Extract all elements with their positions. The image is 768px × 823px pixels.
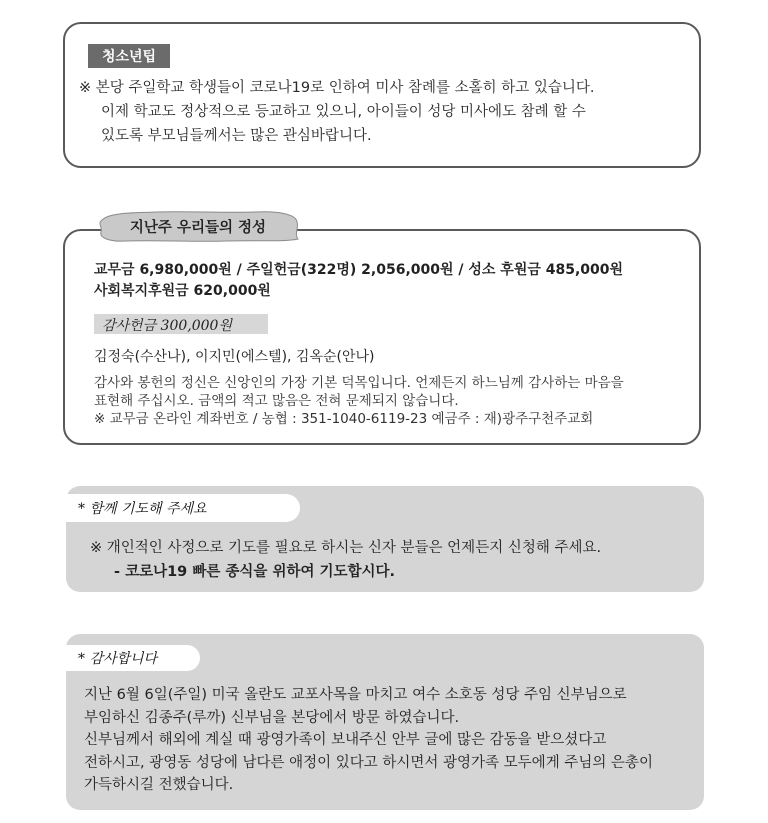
youth-tips-line-3: 있도록 부모님들께서는 많은 관심바랍니다.	[101, 128, 372, 144]
thanks-offering-bar	[94, 314, 268, 334]
youth-tips-tag: 청소년팁	[88, 44, 170, 68]
youth-tips-line-2: 이제 학교도 정상적으로 등교하고 있으니, 아이들이 성당 미사에도 참례 할 수	[101, 104, 586, 120]
offerings-tag-label: 지난주 우리들의 정성	[129, 219, 267, 236]
thanks-line-5: 가득하시길 전했습니다.	[84, 777, 234, 793]
thanks-line-4: 전하시고, 광영동 성당에 남다른 애정이 있다고 하시면서 광영가족 모두에게 주님의 은총이	[84, 754, 653, 771]
account-info: ※ 교무금 온라인 계좌번호 / 농협 : 351-1040-6119-23 예금주 : 재)광주구천주교회	[94, 411, 594, 427]
thanks-heading-pill	[66, 645, 200, 671]
prayer-line-1: ※ 개인적인 사정으로 기도를 필요로 하시는 신자 분들은 언제든지 신청해 주세요.	[90, 540, 602, 556]
prayer-heading-pill	[66, 494, 300, 522]
youth-tips-line-1: ※ 본당 주일학교 학생들이 코로나19로 인하여 미사 참례를 소홀히 하고 있습니다.	[79, 80, 595, 96]
thanks-offering-label: 감사헌금 300,000원	[102, 318, 232, 334]
thanks-line-1: 지난 6월 6일(주일) 미국 올란도 교포사목을 마치고 여수 소호동 성당 주임 신부님으로	[84, 687, 627, 703]
offering-amounts-line-2: 사회복지후원금 620,000원	[94, 283, 271, 299]
donor-names: 김정숙(수산나), 이지민(에스텔), 김옥순(안나)	[94, 349, 375, 365]
youth-tips-text	[79, 76, 689, 148]
prayer-text	[90, 536, 601, 584]
offering-spirit-text	[94, 374, 684, 428]
prayer-line-2: - 코로나19 빠른 종식을 위하여 기도합시다.	[114, 564, 396, 580]
thanks-text	[84, 684, 694, 797]
offering-amounts	[94, 260, 694, 302]
thanks-line-2: 부임하신 김종주(루까) 신부님을 본당에서 방문 하였습니다.	[84, 709, 460, 726]
offering-amounts-line-1: 교무금 6,980,000원 / 주일헌금(322명) 2,056,000원 / 성소 후원금 485,000원	[94, 262, 624, 278]
spirit-line-2: 표현해 주십시오. 금액의 적고 많음은 전혀 문제되지 않습니다.	[94, 393, 459, 409]
spirit-line-1: 감사와 봉헌의 정신은 신앙인의 가장 기본 덕목입니다. 언제든지 하느님께 감사하는 마음을	[94, 375, 624, 391]
offerings-tag	[96, 208, 300, 244]
thanks-heading: * 감사합니다	[78, 651, 158, 667]
prayer-heading: * 함께 기도해 주세요	[78, 501, 207, 517]
thanks-line-3: 신부님께서 해외에 계실 때 광영가족이 보내주신 안부 글에 많은 감동을 받으셨다고	[84, 732, 607, 748]
